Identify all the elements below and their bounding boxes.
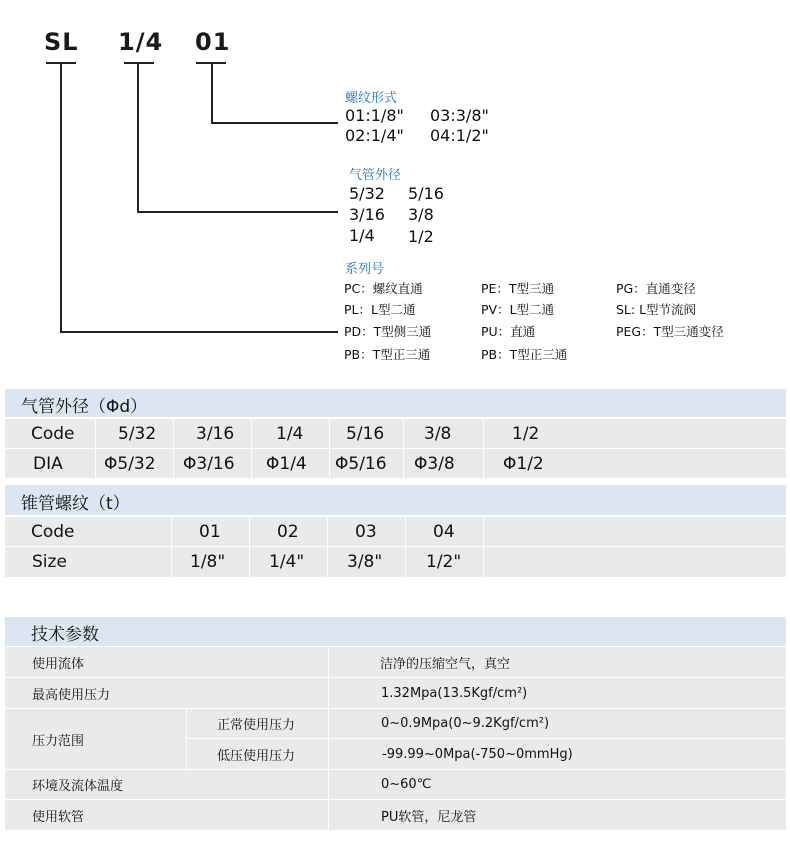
table-cell: Φ3/16 xyxy=(183,453,235,474)
code-thread: 01 xyxy=(195,28,231,56)
tube-caption: 气管外径 xyxy=(349,168,402,183)
table-cell: 3/8 xyxy=(424,423,452,444)
leader-series-v xyxy=(60,62,62,333)
leader-tube-v xyxy=(137,62,139,213)
series-item: PU：直通 xyxy=(481,324,536,339)
table-cell: 5/16 xyxy=(346,423,385,444)
param-label: 使用流体 xyxy=(32,656,85,672)
table-cell: 3/16 xyxy=(196,423,235,444)
table-title: 气管外径（Φd） xyxy=(21,397,148,417)
code-series: SL xyxy=(44,28,79,56)
tube-option: 3/8 xyxy=(408,205,434,224)
param-sublabel: 正常使用压力 xyxy=(217,718,296,733)
leader-tube-h xyxy=(137,211,338,213)
series-item: PE：T型三通 xyxy=(481,281,555,296)
param-value: 1.32Mpa(13.5Kgf/cm²) xyxy=(381,685,528,701)
table-cell: 1/2 xyxy=(512,423,540,444)
param-value: 0~0.9Mpa(0~9.2Kgf/cm²) xyxy=(381,716,550,731)
thread-option: 02:1/4" xyxy=(345,126,404,145)
table-row xyxy=(5,709,786,769)
table-cell: Φ5/16 xyxy=(335,453,387,474)
leader-thread-v xyxy=(211,62,213,124)
series-item: PL：L型二通 xyxy=(344,302,416,317)
table-title-bar xyxy=(5,485,786,515)
param-sublabel: 低压使用压力 xyxy=(217,748,296,764)
param-label: 最高使用压力 xyxy=(32,687,111,703)
table-cell: 03 xyxy=(355,521,377,542)
table-cell: 5/32 xyxy=(118,423,157,444)
param-value: 洁净的压缩空气，真空 xyxy=(380,656,511,672)
table-cell: Φ1/4 xyxy=(266,453,307,474)
table-row xyxy=(5,419,786,448)
underline-tube xyxy=(124,62,154,64)
table-cell: Φ3/8 xyxy=(414,453,455,474)
param-value: -99.99~0Mpa(-750~0mmHg) xyxy=(382,746,573,762)
series-caption: 系列号 xyxy=(345,262,385,277)
tube-option: 5/32 xyxy=(349,184,385,203)
tube-option: 5/16 xyxy=(408,184,444,203)
table-cell: 02 xyxy=(277,521,299,542)
thread-option: 03:3/8" xyxy=(430,106,489,125)
param-label: 环境及流体温度 xyxy=(32,779,124,794)
table-cell: Φ1/2 xyxy=(503,453,544,474)
table-title: 锥管螺纹（t） xyxy=(21,494,130,514)
tube-option: 1/4 xyxy=(349,226,375,245)
row-header: Code xyxy=(31,521,75,542)
series-item: PD：T型侧三通 xyxy=(344,324,432,339)
tube-option: 3/16 xyxy=(349,205,385,224)
series-item: PV：L型二通 xyxy=(481,302,555,317)
series-item: PC：螺纹直通 xyxy=(344,281,423,296)
series-item: PB：T型正三通 xyxy=(481,347,568,362)
param-label: 使用软管 xyxy=(32,809,85,825)
code-tube-size: 1/4 xyxy=(118,28,164,56)
table-cell: 04 xyxy=(433,521,455,542)
series-item: PB：T型正三通 xyxy=(344,347,431,362)
table-cell: 3/8" xyxy=(347,552,383,572)
table-cell: 1/2" xyxy=(426,552,462,572)
row-header: Code xyxy=(31,423,75,444)
table-cell: 1/4" xyxy=(269,552,305,572)
table-title: 技术参数 xyxy=(31,625,99,645)
table-title-bar xyxy=(5,389,786,417)
table-row xyxy=(5,770,786,799)
table-row xyxy=(5,678,786,708)
param-value: 0~60℃ xyxy=(381,777,432,792)
row-header: Size xyxy=(32,552,67,572)
thread-option: 04:1/2" xyxy=(430,126,489,145)
leader-thread-h xyxy=(211,122,338,124)
table-title-bar xyxy=(5,617,786,646)
table-cell: Φ5/32 xyxy=(104,453,156,474)
leader-series-h xyxy=(60,331,338,333)
table-row xyxy=(5,647,786,677)
series-item: SL: L型节流阀 xyxy=(616,302,697,317)
tube-option: 1/2 xyxy=(408,227,434,246)
table-row xyxy=(5,800,786,830)
table-row xyxy=(5,449,786,478)
thread-caption: 螺纹形式 xyxy=(345,91,398,106)
table-cell: 1/8" xyxy=(190,552,226,572)
series-item: PG：直通变径 xyxy=(616,281,696,296)
table-cell: 1/4 xyxy=(276,423,304,444)
table-cell: 01 xyxy=(199,521,221,542)
series-item: PEG：T型三通变径 xyxy=(616,324,724,339)
table-row xyxy=(5,517,786,546)
table-row xyxy=(5,547,786,577)
thread-option: 01:1/8" xyxy=(345,106,404,125)
param-value: PU软管，尼龙管 xyxy=(381,809,477,825)
row-header: DIA xyxy=(33,453,63,474)
param-label: 压力范围 xyxy=(32,733,85,749)
